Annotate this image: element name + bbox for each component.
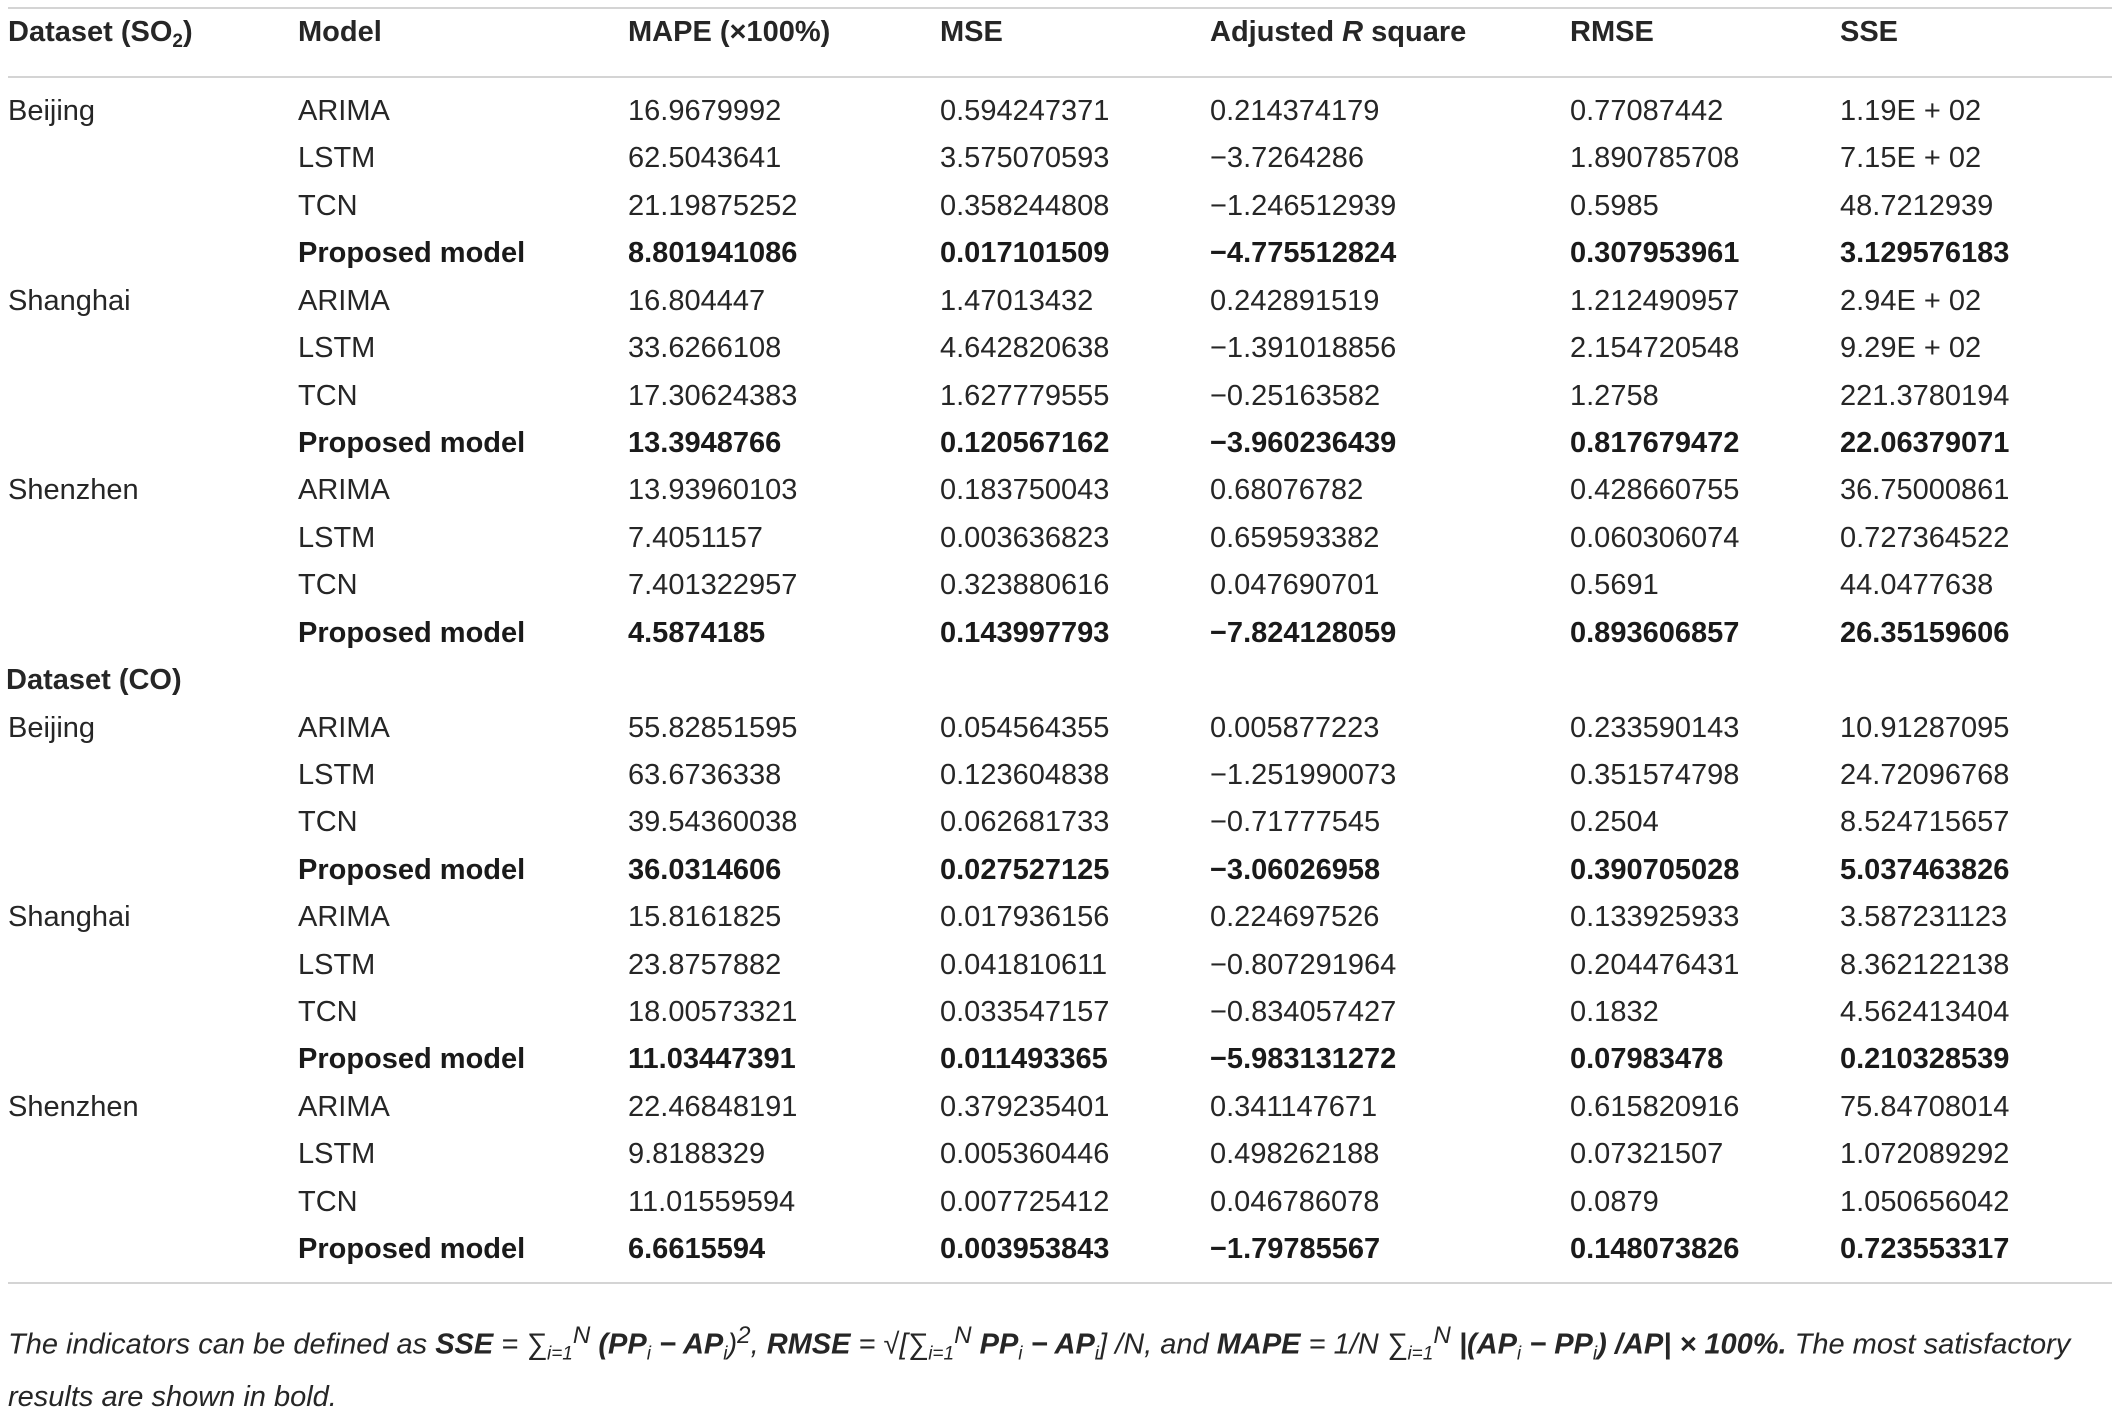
adjusted-r-square-cell: −3.06026958 — [1210, 853, 1381, 886]
rmse-cell: 1.890785708 — [1570, 142, 1740, 175]
model-cell: Proposed model — [298, 853, 526, 886]
rmse-cell: 0.2504 — [1570, 806, 1659, 839]
section-title: Dataset (CO) — [6, 664, 182, 696]
mse-cell: 0.027527125 — [940, 853, 1110, 886]
model-cell: ARIMA — [298, 95, 390, 127]
table-row — [0, 466, 2120, 514]
sse-cell: 26.35159606 — [1840, 616, 2010, 649]
adjusted-r-square-cell: 0.242891519 — [1210, 284, 1380, 317]
sse-cell: 4.562413404 — [1840, 996, 2010, 1028]
model-cell: LSTM — [298, 521, 376, 554]
rmse-cell: 0.615820916 — [1570, 1090, 1740, 1123]
adjusted-r-square-cell: 0.046786078 — [1210, 1185, 1380, 1218]
sse-cell: 3.129576183 — [1840, 237, 2010, 270]
rmse-cell: 0.233590143 — [1570, 711, 1740, 744]
table-row — [0, 1178, 2120, 1226]
table-row — [0, 514, 2120, 562]
mape-cell: 15.8161825 — [628, 901, 782, 934]
rmse-cell: 1.212490957 — [1570, 284, 1740, 317]
adjusted-r-square-cell: 0.047690701 — [1210, 569, 1380, 602]
sse-cell: 24.72096768 — [1840, 758, 2010, 791]
mse-cell: 0.011493365 — [940, 1043, 1108, 1076]
header-mse: MSE — [940, 16, 1003, 48]
adjusted-r-square-cell: −1.251990073 — [1210, 758, 1397, 791]
adjusted-r-square-cell: 0.498262188 — [1210, 1138, 1380, 1171]
mse-cell: 0.120567162 — [940, 426, 1110, 459]
rmse-cell: 0.0879 — [1570, 1185, 1659, 1218]
mape-cell: 13.3948766 — [628, 426, 782, 459]
sse-cell: 9.29E + 02 — [1840, 332, 1982, 365]
mape-cell: 4.5874185 — [628, 616, 766, 649]
rmse-cell: 0.5691 — [1570, 569, 1659, 602]
mse-cell: 0.594247371 — [940, 95, 1110, 127]
adjusted-r-square-cell: −3.7264286 — [1210, 142, 1365, 175]
sse-cell: 8.524715657 — [1840, 806, 2010, 839]
rmse-cell: 0.133925933 — [1570, 901, 1740, 934]
table-row — [0, 704, 2120, 752]
sse-cell: 48.7212939 — [1840, 189, 1994, 222]
mse-cell: 0.379235401 — [940, 1090, 1110, 1123]
rmse-cell: 0.817679472 — [1570, 426, 1740, 459]
rmse-cell: 0.5985 — [1570, 189, 1659, 222]
rmse-cell: 0.307953961 — [1570, 237, 1740, 270]
rmse-cell: 0.07321507 — [1570, 1138, 1724, 1171]
adjusted-r-square-cell: −1.391018856 — [1210, 332, 1397, 365]
mse-cell: 0.005360446 — [940, 1138, 1110, 1171]
model-cell: LSTM — [298, 1138, 376, 1171]
sse-cell: 1.19E + 02 — [1840, 95, 1982, 127]
section-header-row — [0, 656, 2120, 704]
model-cell: Proposed model — [298, 1043, 526, 1076]
mse-cell: 0.003636823 — [940, 521, 1110, 554]
sse-cell: 1.072089292 — [1840, 1138, 2010, 1171]
rmse-cell: 0.351574798 — [1570, 758, 1740, 791]
mape-cell: 55.82851595 — [628, 711, 798, 744]
mape-cell: 7.4051157 — [628, 521, 763, 554]
table-row — [0, 893, 2120, 941]
header-mape: MAPE (×100%) — [628, 16, 831, 48]
header-model: Model — [298, 16, 382, 48]
table-row — [0, 1225, 2120, 1273]
adjusted-r-square-cell: 0.68076782 — [1210, 474, 1364, 507]
model-cell: Proposed model — [298, 237, 526, 270]
mape-cell: 16.9679992 — [628, 95, 782, 127]
table-row — [0, 1083, 2120, 1131]
mse-cell: 0.358244808 — [940, 189, 1110, 222]
mape-cell: 18.00573321 — [628, 996, 798, 1028]
model-cell: Proposed model — [298, 616, 526, 649]
rmse-cell: 2.154720548 — [1570, 332, 1740, 365]
sse-cell: 0.727364522 — [1840, 521, 2010, 554]
rmse-cell: 0.1832 — [1570, 996, 1659, 1028]
adjusted-r-square-cell: −1.246512939 — [1210, 189, 1397, 222]
table-header-row — [0, 8, 2120, 56]
model-cell: ARIMA — [298, 1090, 390, 1123]
table-row — [0, 846, 2120, 894]
model-cell: ARIMA — [298, 901, 390, 934]
header-rule — [8, 76, 2112, 78]
sse-cell: 1.050656042 — [1840, 1185, 2010, 1218]
mse-cell: 0.003953843 — [940, 1233, 1110, 1266]
adjusted-r-square-cell: 0.005877223 — [1210, 711, 1380, 744]
model-cell: Proposed model — [298, 1233, 526, 1266]
adjusted-r-square-cell: 0.659593382 — [1210, 521, 1380, 554]
adjusted-r-square-cell: −0.71777545 — [1210, 806, 1381, 839]
mse-cell: 0.017101509 — [940, 237, 1110, 270]
mape-cell: 36.0314606 — [628, 853, 782, 886]
city-cell: Beijing — [8, 95, 96, 127]
model-cell: ARIMA — [298, 711, 390, 744]
rmse-cell: 0.148073826 — [1570, 1233, 1740, 1266]
sse-cell: 0.723553317 — [1840, 1233, 2010, 1266]
mape-cell: 17.30624383 — [628, 379, 798, 412]
header-rmse: RMSE — [1570, 16, 1654, 48]
mape-cell: 16.804447 — [628, 284, 766, 317]
adjusted-r-square-cell: −3.960236439 — [1210, 426, 1397, 459]
mape-cell: 21.19875252 — [628, 189, 798, 222]
model-cell: TCN — [298, 1185, 358, 1218]
adjusted-r-square-cell: −0.25163582 — [1210, 379, 1381, 412]
sse-cell: 75.84708014 — [1840, 1090, 2010, 1123]
mape-cell: 11.01559594 — [628, 1185, 796, 1218]
model-cell: LSTM — [298, 142, 376, 175]
adjusted-r-square-cell: −4.775512824 — [1210, 237, 1397, 270]
mape-cell: 33.6266108 — [628, 332, 782, 365]
rmse-cell: 0.07983478 — [1570, 1043, 1724, 1076]
city-cell: Beijing — [8, 711, 96, 744]
rmse-cell: 1.2758 — [1570, 379, 1659, 412]
adjusted-r-square-cell: 0.214374179 — [1210, 95, 1380, 127]
mse-cell: 1.627779555 — [940, 379, 1110, 412]
table-row — [0, 182, 2120, 230]
mse-cell: 4.642820638 — [940, 332, 1110, 365]
model-cell: TCN — [298, 806, 358, 839]
header-sse: SSE — [1840, 16, 1899, 48]
adjusted-r-square-cell: −5.983131272 — [1210, 1043, 1397, 1076]
mape-cell: 11.03447391 — [628, 1043, 796, 1076]
mape-cell: 62.5043641 — [628, 142, 782, 175]
model-cell: LSTM — [298, 948, 376, 981]
table-row — [0, 324, 2120, 372]
mape-cell: 22.46848191 — [628, 1090, 798, 1123]
sse-cell: 8.362122138 — [1840, 948, 2010, 981]
header-dataset: Dataset $(SO_2)$ — [8, 16, 193, 52]
adjusted-r-square-cell: 0.341147671 — [1210, 1090, 1378, 1123]
table-row — [0, 229, 2120, 277]
mse-cell: 3.575070593 — [940, 142, 1110, 175]
bottom-rule — [8, 1282, 2112, 1284]
adjusted-r-square-cell: −7.824128059 — [1210, 616, 1397, 649]
sse-cell: 3.587231123 — [1840, 901, 2008, 934]
table-row — [0, 1130, 2120, 1178]
sse-cell: 22.06379071 — [1840, 426, 2010, 459]
table-row — [0, 134, 2120, 182]
sse-cell: 5.037463826 — [1840, 853, 2010, 886]
table-footnote: The indicators can be defined as SSE = $\sum_{i=1}^N$ $(PP_i - AP_i)^2$, RMSE = $√[\sum_{i=1}^N$ $PP_i - AP_i$] /N, and MAPE = 1/N $\sum_{i=1}^N$ $|(AP_i - PP_i) /AP| \times 100\%$. The most satisfactory results are shown in bold. — [8, 1322, 2071, 1413]
table-row — [0, 1035, 2120, 1083]
mse-cell: 0.143997793 — [940, 616, 1110, 649]
mape-cell: 23.8757882 — [628, 948, 782, 981]
sse-cell: 36.75000861 — [1840, 474, 2010, 507]
sse-cell: 7.15E + 02 — [1840, 142, 1982, 175]
table-row — [0, 798, 2120, 846]
model-cell: TCN — [298, 189, 358, 222]
mse-cell: 0.183750043 — [940, 474, 1110, 507]
rmse-cell: 0.893606857 — [1570, 616, 1740, 649]
mse-cell: 0.017936156 — [940, 901, 1110, 934]
model-cell: TCN — [298, 379, 358, 412]
mse-cell: 0.123604838 — [940, 758, 1110, 791]
model-cell: ARIMA — [298, 284, 390, 317]
mse-cell: 0.007725412 — [940, 1185, 1110, 1218]
model-cell: LSTM — [298, 758, 376, 791]
city-cell: Shenzhen — [8, 474, 139, 507]
adjusted-r-square-cell: 0.224697526 — [1210, 901, 1380, 934]
mape-cell: 7.401322957 — [628, 569, 798, 602]
mse-cell: 0.054564355 — [940, 711, 1110, 744]
mape-cell: 13.93960103 — [628, 474, 798, 507]
header-adjusted-r-square: Adjusted R square — [1210, 16, 1467, 48]
mape-cell: 6.6615594 — [628, 1233, 766, 1266]
city-cell: Shanghai — [8, 901, 131, 934]
model-cell: LSTM — [298, 332, 376, 365]
mse-cell: 0.323880616 — [940, 569, 1110, 602]
model-cell: ARIMA — [298, 474, 390, 507]
mse-cell: 0.033547157 — [940, 996, 1110, 1028]
model-cell: TCN — [298, 996, 358, 1028]
model-cell: TCN — [298, 569, 358, 602]
rmse-cell: 0.428660755 — [1570, 474, 1740, 507]
table-row — [0, 609, 2120, 657]
sse-cell: 44.0477638 — [1840, 569, 1994, 602]
city-cell: Shenzhen — [8, 1090, 139, 1123]
mse-cell: 0.041810611 — [940, 948, 1108, 981]
table-row — [0, 419, 2120, 467]
mape-cell: 39.54360038 — [628, 806, 798, 839]
model-cell: Proposed model — [298, 426, 526, 459]
sse-cell: 10.91287095 — [1840, 711, 2010, 744]
rmse-cell: 0.060306074 — [1570, 521, 1740, 554]
table-row — [0, 751, 2120, 799]
city-cell: Shanghai — [8, 284, 131, 317]
mape-cell: 9.8188329 — [628, 1138, 766, 1171]
table-row — [0, 988, 2120, 1036]
table-row — [0, 277, 2120, 325]
table-row — [0, 561, 2120, 609]
mse-cell: 1.47013432 — [940, 284, 1094, 317]
table-row — [0, 87, 2120, 135]
mape-cell: 8.801941086 — [628, 237, 798, 270]
rmse-cell: 0.390705028 — [1570, 853, 1740, 886]
adjusted-r-square-cell: −0.834057427 — [1210, 996, 1397, 1028]
mape-cell: 63.6736338 — [628, 758, 782, 791]
sse-cell: 0.210328539 — [1840, 1043, 2010, 1076]
mse-cell: 0.062681733 — [940, 806, 1110, 839]
rmse-cell: 0.77087442 — [1570, 95, 1724, 127]
adjusted-r-square-cell: −1.79785567 — [1210, 1233, 1381, 1266]
table-row — [0, 941, 2120, 989]
sse-cell: 2.94E + 02 — [1840, 284, 1982, 317]
sse-cell: 221.3780194 — [1840, 379, 2010, 412]
adjusted-r-square-cell: −0.807291964 — [1210, 948, 1397, 981]
table-row — [0, 372, 2120, 420]
rmse-cell: 0.204476431 — [1570, 948, 1740, 981]
